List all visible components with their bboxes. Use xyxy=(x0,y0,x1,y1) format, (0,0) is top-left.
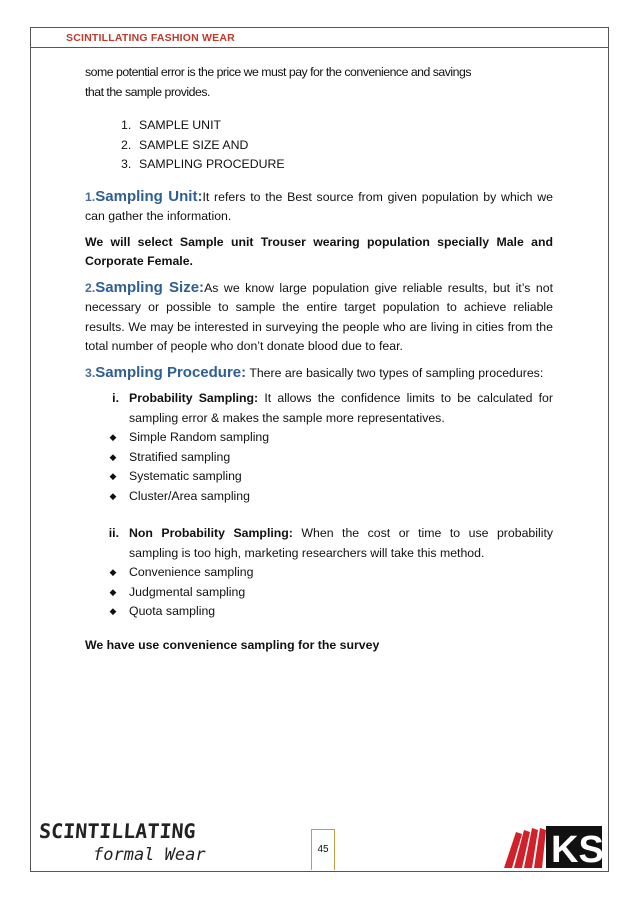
page-content xyxy=(85,63,553,655)
section-body: It refers to the Best source from given population by which we can gather the information. xyxy=(85,189,553,223)
logo-line-2: formal Wear xyxy=(93,845,206,865)
section-sampling-procedure xyxy=(85,363,553,384)
section-number: 3. xyxy=(85,365,96,380)
diamond-bullet-icon: ◆ xyxy=(109,586,117,597)
probability-sampling-block xyxy=(97,389,553,506)
bullet-list xyxy=(97,563,553,622)
list-item: ◆ Stratified sampling xyxy=(97,448,553,468)
subsection-body: When the cost or time to use probability sampling is too high, marketing researchers will take this method. xyxy=(129,526,554,560)
non-probability-sampling-block xyxy=(97,524,553,622)
conclusion-text: We have use convenience sampling for the survey xyxy=(85,637,380,652)
page-number: 45 xyxy=(311,829,335,870)
section-heading: Sampling Unit: xyxy=(95,187,203,205)
diamond-bullet-icon: ◆ xyxy=(109,432,117,442)
subsection-title: Probability Sampling: xyxy=(129,391,259,405)
section-heading: Sampling Size: xyxy=(95,278,205,296)
section-body: There are basically two types of sampling procedures: xyxy=(246,365,544,380)
section-number: 1. xyxy=(85,189,96,204)
roman-numeral: ii. xyxy=(108,526,119,540)
intro-line-2: that the sample provides. xyxy=(85,84,210,99)
list-item: ◆ Judgmental sampling xyxy=(97,583,553,603)
numbered-list xyxy=(121,116,553,175)
list-item: ◆ Simple Random sampling xyxy=(97,428,553,448)
roman-numeral: i. xyxy=(112,391,119,405)
section-sampling-unit xyxy=(85,187,553,227)
logo-line-1: SCINTILLATING xyxy=(38,819,197,843)
list-item: 3. SAMPLING PROCEDURE xyxy=(121,157,285,171)
sample-unit-note: We will select Sample unit Trouser wearing population specially Male and Corporate Female. xyxy=(85,234,553,268)
ks-logo-fan xyxy=(504,828,546,868)
list-item: 2. SAMPLE SIZE AND xyxy=(121,137,249,152)
diamond-bullet-icon: ◆ xyxy=(109,606,117,616)
list-item: ◆ Quota sampling xyxy=(97,602,553,622)
subsection-body: It allows the confidence limits to be calculated for sampling error & makes the sample more representatives. xyxy=(129,391,553,425)
subsection-title: Non Probability Sampling: xyxy=(129,526,293,540)
section-sampling-size xyxy=(85,278,553,357)
diamond-bullet-icon: ◆ xyxy=(109,471,117,481)
intro-line-1: some potential error is the price we must pay for the convenience and savings xyxy=(85,65,471,79)
scintillating-logo xyxy=(38,818,238,866)
bullet-list xyxy=(97,428,553,506)
ks-logo-icon xyxy=(502,818,604,870)
list-item: ◆ Cluster/Area sampling xyxy=(97,487,553,507)
header-title: SCINTILLATING FASHION WEAR xyxy=(66,32,235,44)
list-item: 1. SAMPLE UNIT xyxy=(121,118,221,132)
section-heading: Sampling Procedure: xyxy=(95,363,247,381)
diamond-bullet-icon: ◆ xyxy=(109,567,117,577)
list-item: ◆ Convenience sampling xyxy=(97,563,553,583)
diamond-bullet-icon: ◆ xyxy=(109,490,117,501)
ks-logo-text: KS xyxy=(551,829,604,870)
section-body: As we know large population give reliable results, but it’s not necessary or possible to sample the entire target population to achieve reliable results. We may be interested in surveying the people who are living in cities from the total number of people who don’t donate blood due to fear. xyxy=(85,280,554,353)
list-item: ◆ Systematic sampling xyxy=(97,467,553,487)
section-number: 2. xyxy=(85,280,96,295)
diamond-bullet-icon: ◆ xyxy=(109,451,117,462)
